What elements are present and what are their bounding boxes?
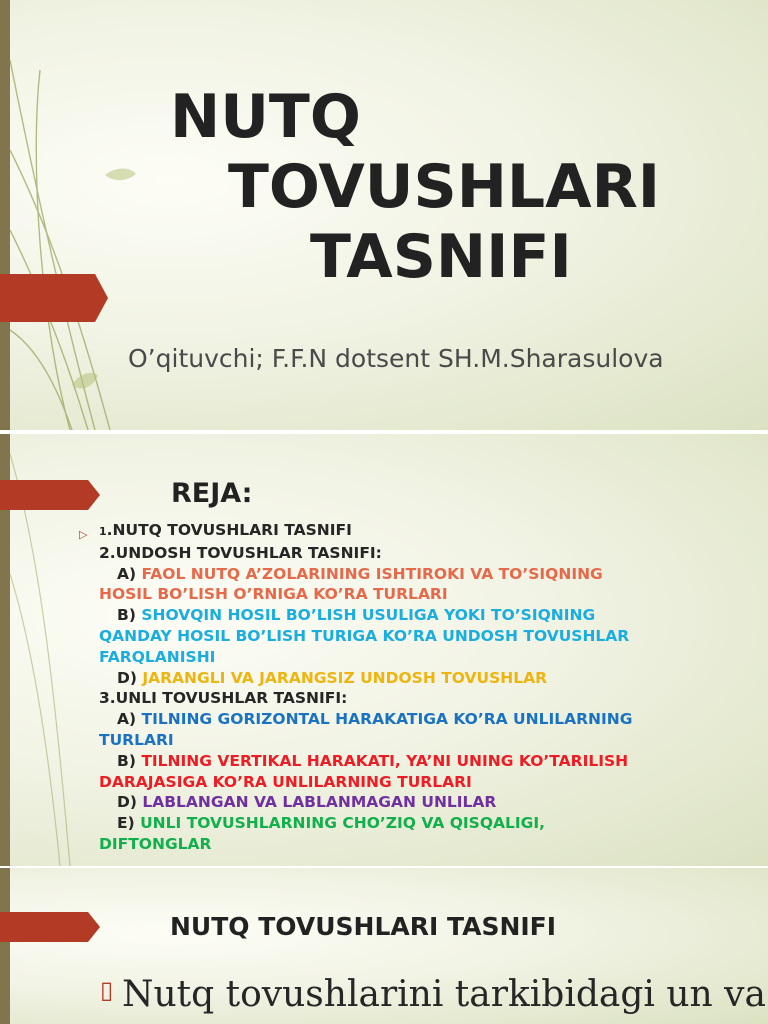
plan-item-2a [99,564,739,585]
plan-item-1-number: 1 [99,525,107,538]
plan-item-2a-text-1: FAOL NUTQ A’ZOLARINING ISHTIROKI VA TO’SIQNING [141,564,603,583]
plan-item-3a-label: A) [117,710,137,729]
title-line-1: NUTQ [170,82,361,152]
red-arrow-tab-icon [0,480,100,510]
plan-item-2d-text: JARANGLI VA JARANGSIZ UNDOSH TOVUSHLAR [142,668,548,687]
plan-list [99,520,739,855]
plan-item-3a [99,709,739,730]
plan-item-2b-text-2: QANDAY HOSIL BO’LISH TURIGA KO’RA UNDOSH TOVUSHLAR [99,626,630,645]
plan-item-3e [99,813,739,834]
plan-item-3e-text-2: DIFTONGLAR [99,834,212,853]
plan-item-1 [99,520,739,543]
plan-item-3b [99,751,739,772]
plan-item-2d-label: D) [117,668,137,687]
plan-item-2d [99,668,739,689]
plan-item-3e-text-1: UNLI TOVUSHLARNING CHO’ZIQ VA QISQALIGI, [140,814,546,833]
plan-item-3d [99,792,739,813]
plan-item-1-text: .NUTQ TOVUSHLARI TASNIFI [106,521,352,539]
plan-item-2a-text-2: HOSIL BO’LISH O’RNIGA KO’RA TURLARI [99,585,448,604]
plan-item-2a-label: A) [117,564,137,583]
plan-item-2b-text-1: SHOVQIN HOSIL BO’LISH USULIGA YOKI TO’SIQNING [141,606,596,625]
left-bar [0,868,10,1024]
square-bullet-icon: ▯ [100,976,114,1004]
plan-item-2b-label: B) [117,606,136,625]
plan-item-3a-text-2: TURLARI [99,730,174,749]
plan-item-3b-label: B) [117,751,136,770]
plan-item-3b-text-2: DARAJASIGA KO’RA UNLILARNING TURLARI [99,772,472,791]
plan-item-2: 2.UNDOSH TOVUSHLAR TASNIFI: [99,543,382,562]
slide-title [0,82,768,292]
plan-heading: REJA: [171,478,253,509]
plan-item-3b-text-1: TILNING VERTIKAL HARAKATI, YA’NI UNING KO’TARILISH [141,751,629,770]
content-heading: NUTQ TOVUSHLARI TASNIFI [170,912,557,941]
plan-item-3d-label: D) [117,793,137,812]
title-slide [0,0,768,430]
slide-subtitle: O’qituvchi; F.F.N dotsent SH.M.Sharasulova [128,344,664,373]
title-line-2: TOVUSHLARI [228,152,661,222]
red-arrow-tab-icon [0,912,100,942]
plan-item-3e-label: E) [117,814,135,833]
plan-item-2b [99,605,739,626]
plan-item-3d-text: LABLANGAN VA LABLANMAGAN UNLILAR [142,793,497,812]
content-body-text: Nutq tovushlarini tarkibidagi un va [122,974,766,1015]
plan-item-3a-text-1: TILNING GORIZONTAL HARAKATIGA KO’RA UNLILARNING [141,710,633,729]
plan-item-3: 3.UNLI TOVUSHLAR TASNIFI: [99,689,348,708]
content-slide [0,868,768,1024]
plan-slide [0,434,768,866]
plan-item-2b-text-3: FARQLANISHI [99,647,216,666]
triangle-bullet-icon: ▷ [79,528,88,541]
title-line-3: TASNIFI [310,222,572,292]
